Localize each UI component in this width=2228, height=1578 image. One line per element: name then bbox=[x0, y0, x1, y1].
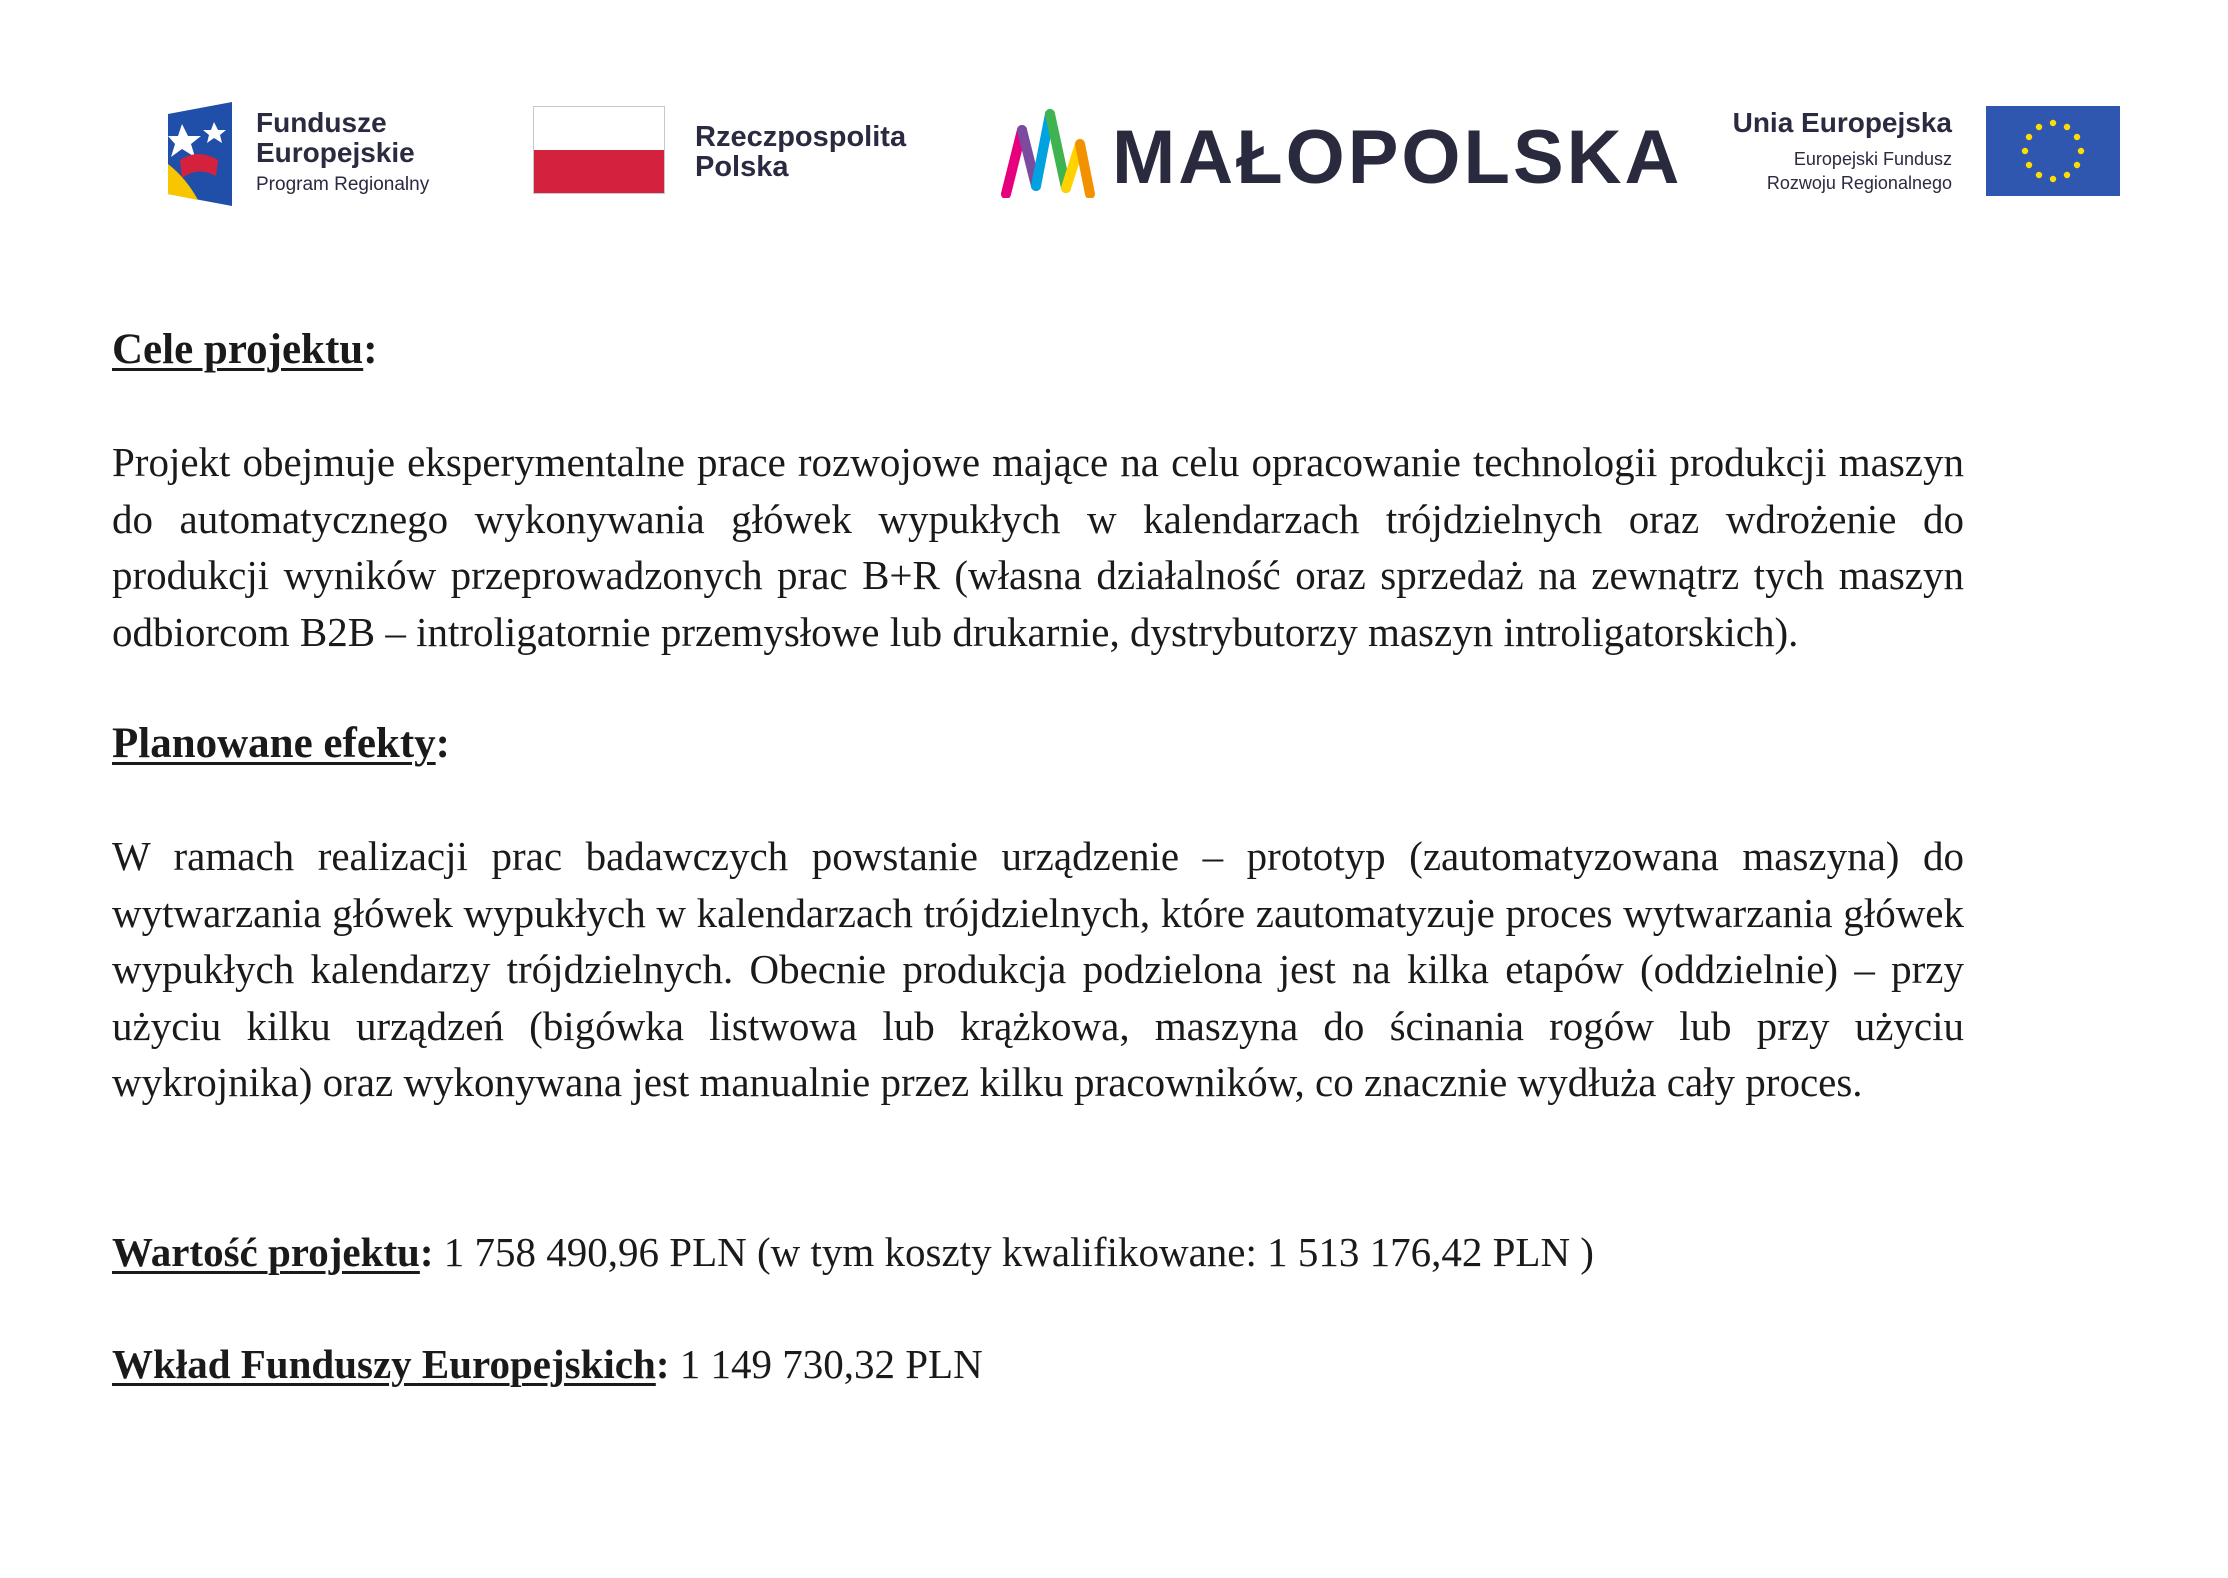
malopolska-logo bbox=[1000, 100, 1683, 210]
ue-line1: Unia Europejska bbox=[1732, 107, 1952, 138]
wartosc-value: 1 758 490,96 PLN (w tym koszty kwalifikowane: 1 513 176,42 PLN ) bbox=[433, 1228, 1594, 1275]
fundusze-line2: Europejskie bbox=[256, 137, 415, 168]
efekty-heading-label: Planowane efekty bbox=[112, 720, 436, 767]
malopolska-m-icon bbox=[1000, 108, 1096, 198]
rzeczpospolita-polska-logo bbox=[533, 100, 933, 210]
logo-bar bbox=[160, 100, 2120, 210]
efekty-body: W ramach realizacji prac badawczych powstanie urządzenie – prototyp (zautomatyzowana maszyna) do wytwarzania główek wypukłych w kalendarzach trójdzielnych, które zautomatyzuje proces wytwarzania główek wypukłych kalendarzy trójdzielnych. Obecnie produkcja podzielona jest na kilka etapów (oddzielnie) – przy użyciu kilku urządzeń (bigówka listwowa lub krążkowa, maszyna do ścinania rogów lub przy użyciu wykrojnika) oraz wykonywana jest manualnie przez kilku pracowników, co znacznie wydłuża cały proces. bbox=[112, 833, 1964, 1105]
wklad-colon: : bbox=[655, 1340, 670, 1387]
wklad-value: 1 149 730,32 PLN bbox=[669, 1340, 983, 1387]
cele-heading-colon: : bbox=[363, 326, 378, 373]
eu-flag-icon bbox=[1986, 106, 2120, 196]
cele-heading-label: Cele projektu bbox=[112, 326, 364, 373]
ue-line3: Rozwoju Regionalnego bbox=[1766, 173, 1952, 193]
document-content bbox=[112, 322, 1964, 1392]
wklad-label: Wkład Funduszy Europejskich bbox=[112, 1340, 656, 1387]
efekty-heading-colon: : bbox=[435, 720, 450, 767]
cele-heading bbox=[112, 322, 1964, 378]
fundusze-line3: Program Regionalny bbox=[256, 174, 430, 195]
rzeczpospolita-line2: Polska bbox=[695, 151, 789, 183]
rzeczpospolita-line1: Rzeczpospolita bbox=[695, 121, 907, 153]
polish-flag-icon bbox=[533, 106, 665, 194]
wklad-line bbox=[112, 1336, 1964, 1392]
efekty-heading bbox=[112, 716, 1964, 772]
unia-europejska-logo bbox=[1660, 100, 2120, 210]
fundusze-europejskie-logo bbox=[160, 100, 460, 210]
wartosc-line bbox=[112, 1224, 1964, 1280]
fundusze-europejskie-icon bbox=[168, 102, 232, 206]
cele-body: Projekt obejmuje eksperymentalne prace rozwojowe mające na celu opracowanie technologii produkcji maszyn do automatycznego wykonywania główek wypukłych w kalendarzach trójdzielnych oraz wdrożenie do produkcji wyników przeprowadzonych prac B+R (własna działalność oraz sprzedaż na zewnątrz tych maszyn odbiorcom B2B – introligatornie przemysłowe lub drukarnie, dystrybutorzy maszyn introligatorskich). bbox=[112, 439, 1964, 655]
wartosc-label: Wartość projektu bbox=[112, 1228, 420, 1275]
wartosc-colon: : bbox=[419, 1228, 434, 1275]
ue-line2: Europejski Fundusz bbox=[1793, 149, 1952, 169]
malopolska-wordmark: MAŁOPOLSKA bbox=[1112, 115, 1683, 200]
fundusze-line1: Fundusze bbox=[256, 107, 387, 138]
